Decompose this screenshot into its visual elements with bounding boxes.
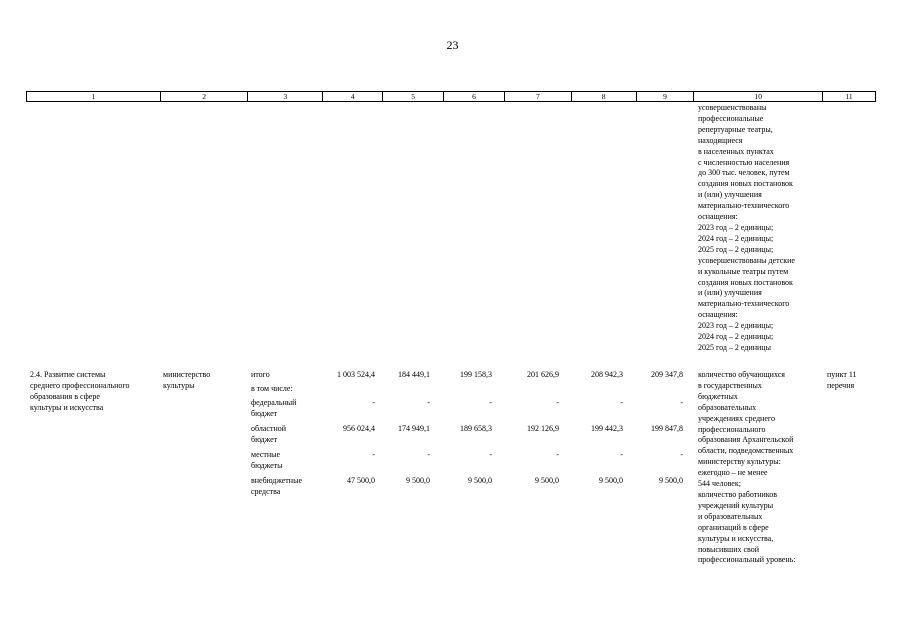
activity-line: культуры и искусства (30, 402, 104, 412)
page-number: 23 (446, 38, 459, 52)
funding-value: - (620, 450, 623, 459)
result-line: учреждений культуры (698, 500, 774, 510)
funding-value: 189 658,3 (460, 424, 492, 433)
result-line: 2023 год – 2 единицы; (698, 321, 774, 331)
funding-value: 174 949,1 (398, 424, 430, 433)
result-line: образовательных (698, 402, 757, 412)
funding-value: 956 024,4 (343, 424, 375, 433)
funding-value: 192 126,9 (527, 424, 559, 433)
funding-value: 208 942,3 (591, 370, 623, 379)
header-col-1: 1 (27, 92, 161, 101)
result-line: находящиеся (698, 135, 743, 145)
reference-text (827, 370, 857, 392)
table-header-row (26, 91, 876, 102)
header-col-6: 6 (444, 92, 505, 101)
result-line: организаций в сфере (698, 522, 769, 532)
funding-source-label: федеральный бюджет (251, 398, 297, 418)
funding-source-label: местные бюджеты (251, 450, 283, 470)
header-col-2: 2 (161, 92, 249, 101)
result-line: 2025 год – 2 единицы; (698, 244, 774, 254)
executor-line: культуры (163, 380, 195, 390)
result-line: ежегодно – не менее (698, 468, 768, 478)
result-line: области, подведомственных (698, 446, 794, 456)
result-line: профессиональный уровень: (698, 555, 796, 565)
header-col-8: 8 (572, 92, 637, 101)
funding-value: 9 500,0 (599, 476, 623, 485)
funding-value: - (680, 398, 683, 407)
funding-value: - (556, 450, 559, 459)
header-col-10: 10 (694, 92, 823, 101)
result-line: образования Архангельской (698, 435, 794, 445)
reference-line: пункт 11 (827, 370, 857, 379)
result-line: 544 человек; (698, 479, 741, 489)
funding-value: - (620, 398, 623, 407)
result-line: до 300 тыс. человек, путем (698, 168, 790, 178)
header-col-7: 7 (505, 92, 572, 101)
result-line: 2023 год – 2 единицы; (698, 222, 774, 232)
funding-value: 9 500,0 (468, 476, 492, 485)
funding-value: 9 500,0 (535, 476, 559, 485)
result-line: министерству культуры: (698, 457, 781, 467)
executor-name (163, 370, 210, 392)
result-line: оснащения: (698, 310, 738, 320)
funding-value: 199 158,3 (460, 370, 492, 379)
result-line: в государственных (698, 380, 762, 390)
result-line: бюджетных (698, 391, 738, 401)
funding-value: - (489, 450, 492, 459)
funding-value: - (427, 450, 430, 459)
result-line: профессионального (698, 424, 766, 434)
funding-value: 199 442,3 (591, 424, 623, 433)
executor-line: министерство (163, 370, 211, 379)
funding-value: - (489, 398, 492, 407)
funding-value: 201 626,9 (527, 370, 559, 379)
funding-source-label: в том числе: (251, 384, 293, 393)
result-line: оснащения: (698, 212, 738, 222)
header-col-3: 3 (248, 92, 323, 101)
reference-line: перечня (827, 380, 855, 390)
expected-results-text (698, 370, 796, 566)
result-line: репертуарные театры, (698, 124, 773, 134)
activity-line: среднего профессионального (30, 380, 130, 390)
funding-value: 1 003 524,4 (337, 370, 375, 379)
result-line: 2024 год – 2 единицы; (698, 332, 774, 342)
result-line: и (или) улучшения (698, 288, 762, 298)
header-col-5: 5 (383, 92, 444, 101)
result-line: 2024 год – 2 единицы; (698, 233, 774, 243)
funding-value: - (372, 450, 375, 459)
funding-value: 199 847,8 (651, 424, 683, 433)
funding-source-label: итого (251, 370, 270, 379)
funding-value: 209 347,8 (651, 370, 683, 379)
header-col-9: 9 (637, 92, 695, 101)
funding-value: - (680, 450, 683, 459)
result-line: с численностью населения (698, 157, 790, 167)
funding-source-label: областной бюджет (251, 424, 287, 444)
header-col-11: 11 (845, 92, 853, 101)
result-line: количество обучающихся (698, 370, 785, 379)
result-line: культуры и искусства, (698, 533, 774, 543)
result-line: усовершенствованы (698, 103, 767, 112)
funding-source-label: внебюджетные средства (251, 476, 302, 496)
funding-value: 9 500,0 (659, 476, 683, 485)
continuation-results-text (698, 103, 795, 354)
funding-value: 47 500,0 (347, 476, 375, 485)
activity-line: образования в сфере (30, 391, 100, 401)
result-line: повысивших свой (698, 544, 760, 554)
result-line: материально-технического (698, 201, 790, 211)
result-line: усовершенствованы детские (698, 255, 795, 265)
funding-value: - (556, 398, 559, 407)
result-line: и кукольные театры путем (698, 266, 789, 276)
header-col-4: 4 (323, 92, 383, 101)
result-line: и образовательных (698, 511, 763, 521)
activity-name (30, 370, 129, 414)
result-line: учреждениях среднего (698, 413, 775, 423)
funding-value: 9 500,0 (406, 476, 430, 485)
result-line: материально-технического (698, 299, 790, 309)
funding-value: 184 449,1 (398, 370, 430, 379)
result-line: 2025 год – 2 единицы (698, 342, 771, 352)
result-line: создания новых постановок (698, 277, 793, 287)
result-line: количество работников (698, 489, 778, 499)
funding-value: - (372, 398, 375, 407)
result-line: создания новых постановок (698, 179, 793, 189)
result-line: профессиональные (698, 113, 764, 123)
funding-value: - (427, 398, 430, 407)
result-line: и (или) улучшения (698, 190, 762, 200)
activity-line: 2.4. Развитие системы (30, 370, 106, 379)
result-line: в населенных пунктах (698, 146, 774, 156)
